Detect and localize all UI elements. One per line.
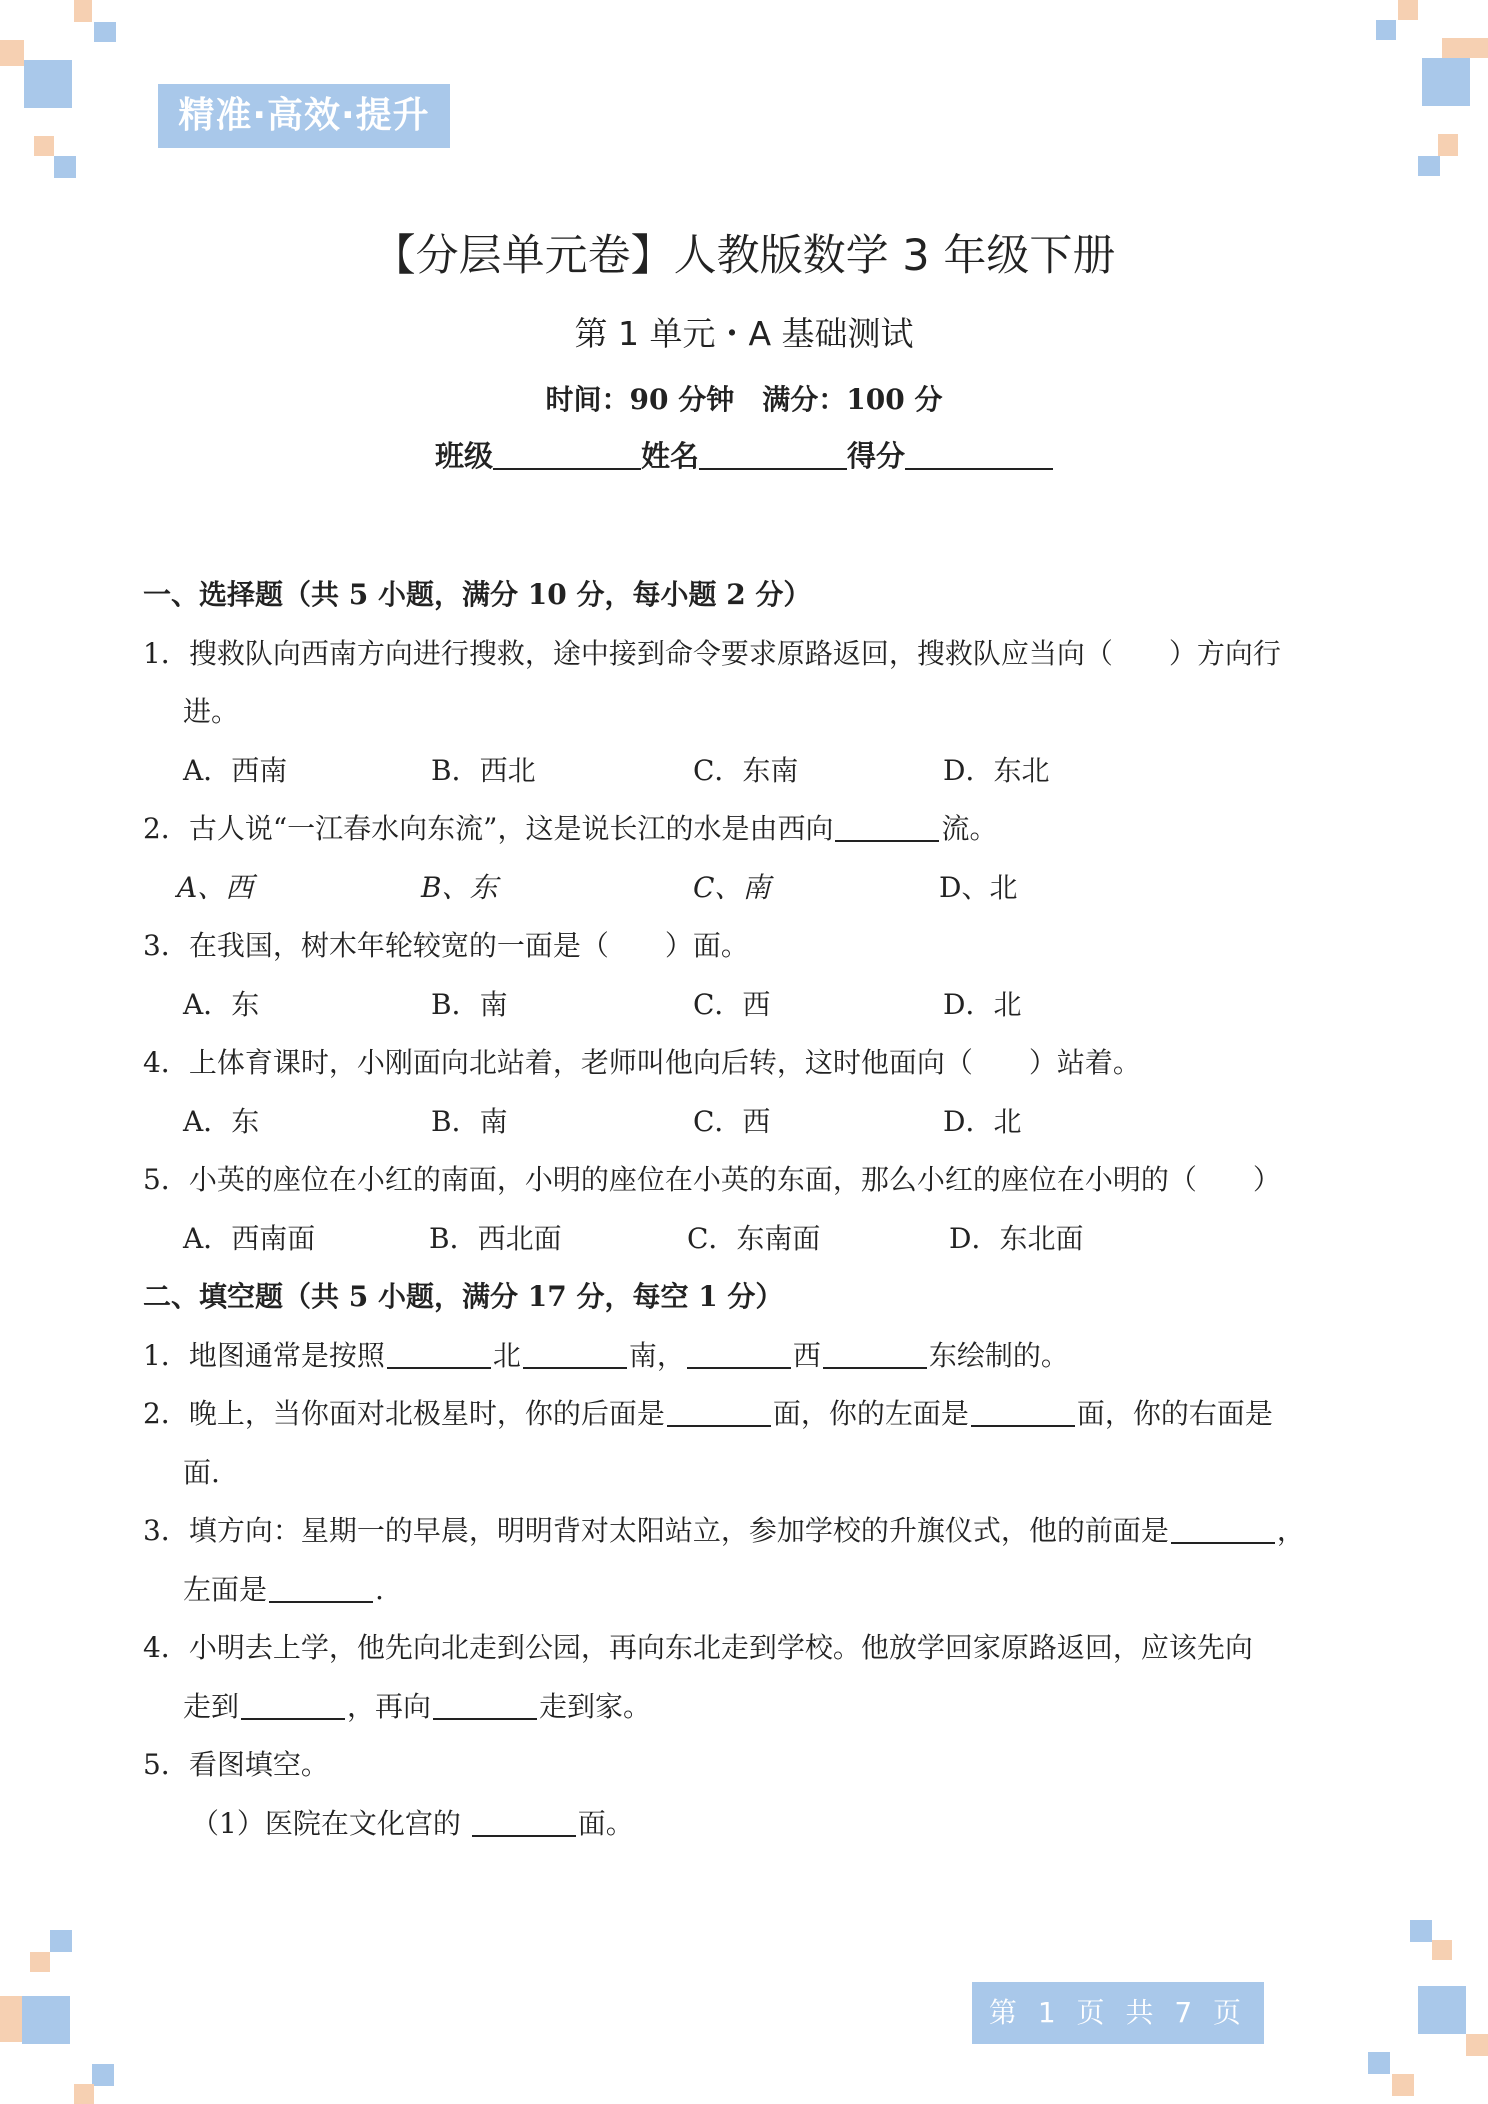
option-c[interactable]: C．西 <box>693 1104 771 1138</box>
page-title: 【分层单元卷】人教版数学 3 年级下册 <box>372 231 1116 281</box>
question-2-4: 4．小明去上学，他先向北走到公园，再向东北走到学校。他放学回家原路返回，应该先向 <box>143 1631 1253 1664</box>
option-c[interactable]: C、南 <box>693 870 771 904</box>
question-2-2: 2．晚上，当你面对北极星时，你的后面是 面，你的左面是 面，你的右面是 <box>143 1397 1273 1430</box>
option-b[interactable]: B．西北面 <box>429 1221 562 1255</box>
name-label: 姓名 <box>640 439 699 473</box>
answer-blank[interactable] <box>687 1339 791 1369</box>
grade-blank[interactable] <box>905 438 1053 470</box>
question-2-3-cont: 左面是 . <box>183 1572 384 1606</box>
answer-blank[interactable] <box>971 1397 1075 1427</box>
answer-blank[interactable] <box>433 1690 537 1720</box>
question-1-5: 5．小英的座位在小红的南面，小明的座位在小英的东面，那么小红的座位在小明的（ ） <box>143 1163 1281 1196</box>
question-1-2: 2．古人说“一江春水向东流”，这是说长江的水是由西向 流。 <box>143 812 998 845</box>
section-heading-choice: 一、选择题（共 5 小题，满分 10 分，每小题 2 分） <box>143 578 812 611</box>
answer-blank[interactable] <box>269 1573 373 1603</box>
option-d[interactable]: D．东北面 <box>949 1221 1084 1255</box>
question-2-1: 1．地图通常是按照 北 南， 西 东绘制的。 <box>143 1338 1069 1372</box>
student-info <box>0 434 1488 475</box>
option-d[interactable]: D．北 <box>943 987 1022 1021</box>
question-1-1: 1．搜救队向西南方向进行搜救，途中接到命令要求原路返回，搜救队应当向（ ）方向行 <box>143 636 1281 670</box>
class-label: 班级 <box>434 439 493 473</box>
answer-blank[interactable] <box>835 812 939 842</box>
option-b[interactable]: B．西北 <box>431 753 536 787</box>
question-2-5: 5．看图填空。 <box>143 1748 329 1781</box>
section-heading-fill: 二、填空题（共 5 小题，满分 17 分，每空 1 分） <box>143 1280 784 1313</box>
answer-blank[interactable] <box>667 1397 771 1427</box>
option-d[interactable]: D．东北 <box>943 753 1050 787</box>
answer-blank[interactable] <box>523 1339 627 1369</box>
option-a[interactable]: A．西南面 <box>183 1221 316 1255</box>
option-c[interactable]: C．东南 <box>693 753 799 787</box>
exam-meta <box>0 378 1488 418</box>
option-a[interactable]: A．东 <box>183 1104 260 1138</box>
question-2-3: 3．填方向：星期一的早晨，明明背对太阳站立，参加学校的升旗仪式，他的前面是 ， <box>143 1514 1305 1547</box>
exam-content <box>143 566 1358 1853</box>
option-b[interactable]: B、东 <box>421 870 498 904</box>
question-1-4: 4．上体育课时，小刚面向北站着，老师叫他向后转，这时他面向（ ）站着。 <box>143 1046 1141 1079</box>
option-c[interactable]: C．东南面 <box>687 1221 821 1255</box>
answer-blank[interactable] <box>472 1807 576 1837</box>
option-a[interactable]: A．西南 <box>183 753 288 787</box>
question-1-5-options <box>143 1210 1358 1269</box>
question-1-1-options <box>143 742 1358 801</box>
grade-label: 得分 <box>847 439 906 473</box>
question-2-5-sub-1: （1）医院在文化宫的 面。 <box>191 1806 634 1840</box>
option-d[interactable]: D、北 <box>939 870 1018 904</box>
class-blank[interactable] <box>493 438 641 470</box>
option-d[interactable]: D．北 <box>943 1104 1022 1138</box>
question-2-4-cont: 走到 ，再向 走到家。 <box>183 1689 652 1723</box>
time-limit: 时间：90 分钟 <box>545 383 735 416</box>
answer-blank[interactable] <box>387 1339 491 1369</box>
question-1-3: 3．在我国，树木年轮较宽的一面是（ ）面。 <box>143 929 749 962</box>
full-score: 满分：100 分 <box>762 383 943 416</box>
question-2-2-cont: 面. <box>183 1455 220 1489</box>
option-a[interactable]: A、西 <box>177 870 254 904</box>
question-1-1-cont: 进。 <box>183 695 240 728</box>
answer-blank[interactable] <box>241 1690 345 1720</box>
question-1-4-options <box>143 1093 1358 1152</box>
page-number: 第 1 页 共 7 页 <box>972 1982 1264 2044</box>
brand-badge: 精准·高效·提升 <box>158 84 450 148</box>
option-c[interactable]: C．西 <box>693 987 771 1021</box>
answer-blank[interactable] <box>823 1339 927 1369</box>
option-b[interactable]: B．南 <box>431 1104 508 1138</box>
question-1-2-options <box>143 859 1358 918</box>
option-a[interactable]: A．东 <box>183 987 260 1021</box>
question-1-3-options <box>143 976 1358 1035</box>
page-subtitle: 第 1 单元・A 基础测试 <box>574 314 914 353</box>
option-b[interactable]: B．南 <box>431 987 508 1021</box>
answer-blank[interactable] <box>1171 1514 1275 1544</box>
name-blank[interactable] <box>699 438 847 470</box>
